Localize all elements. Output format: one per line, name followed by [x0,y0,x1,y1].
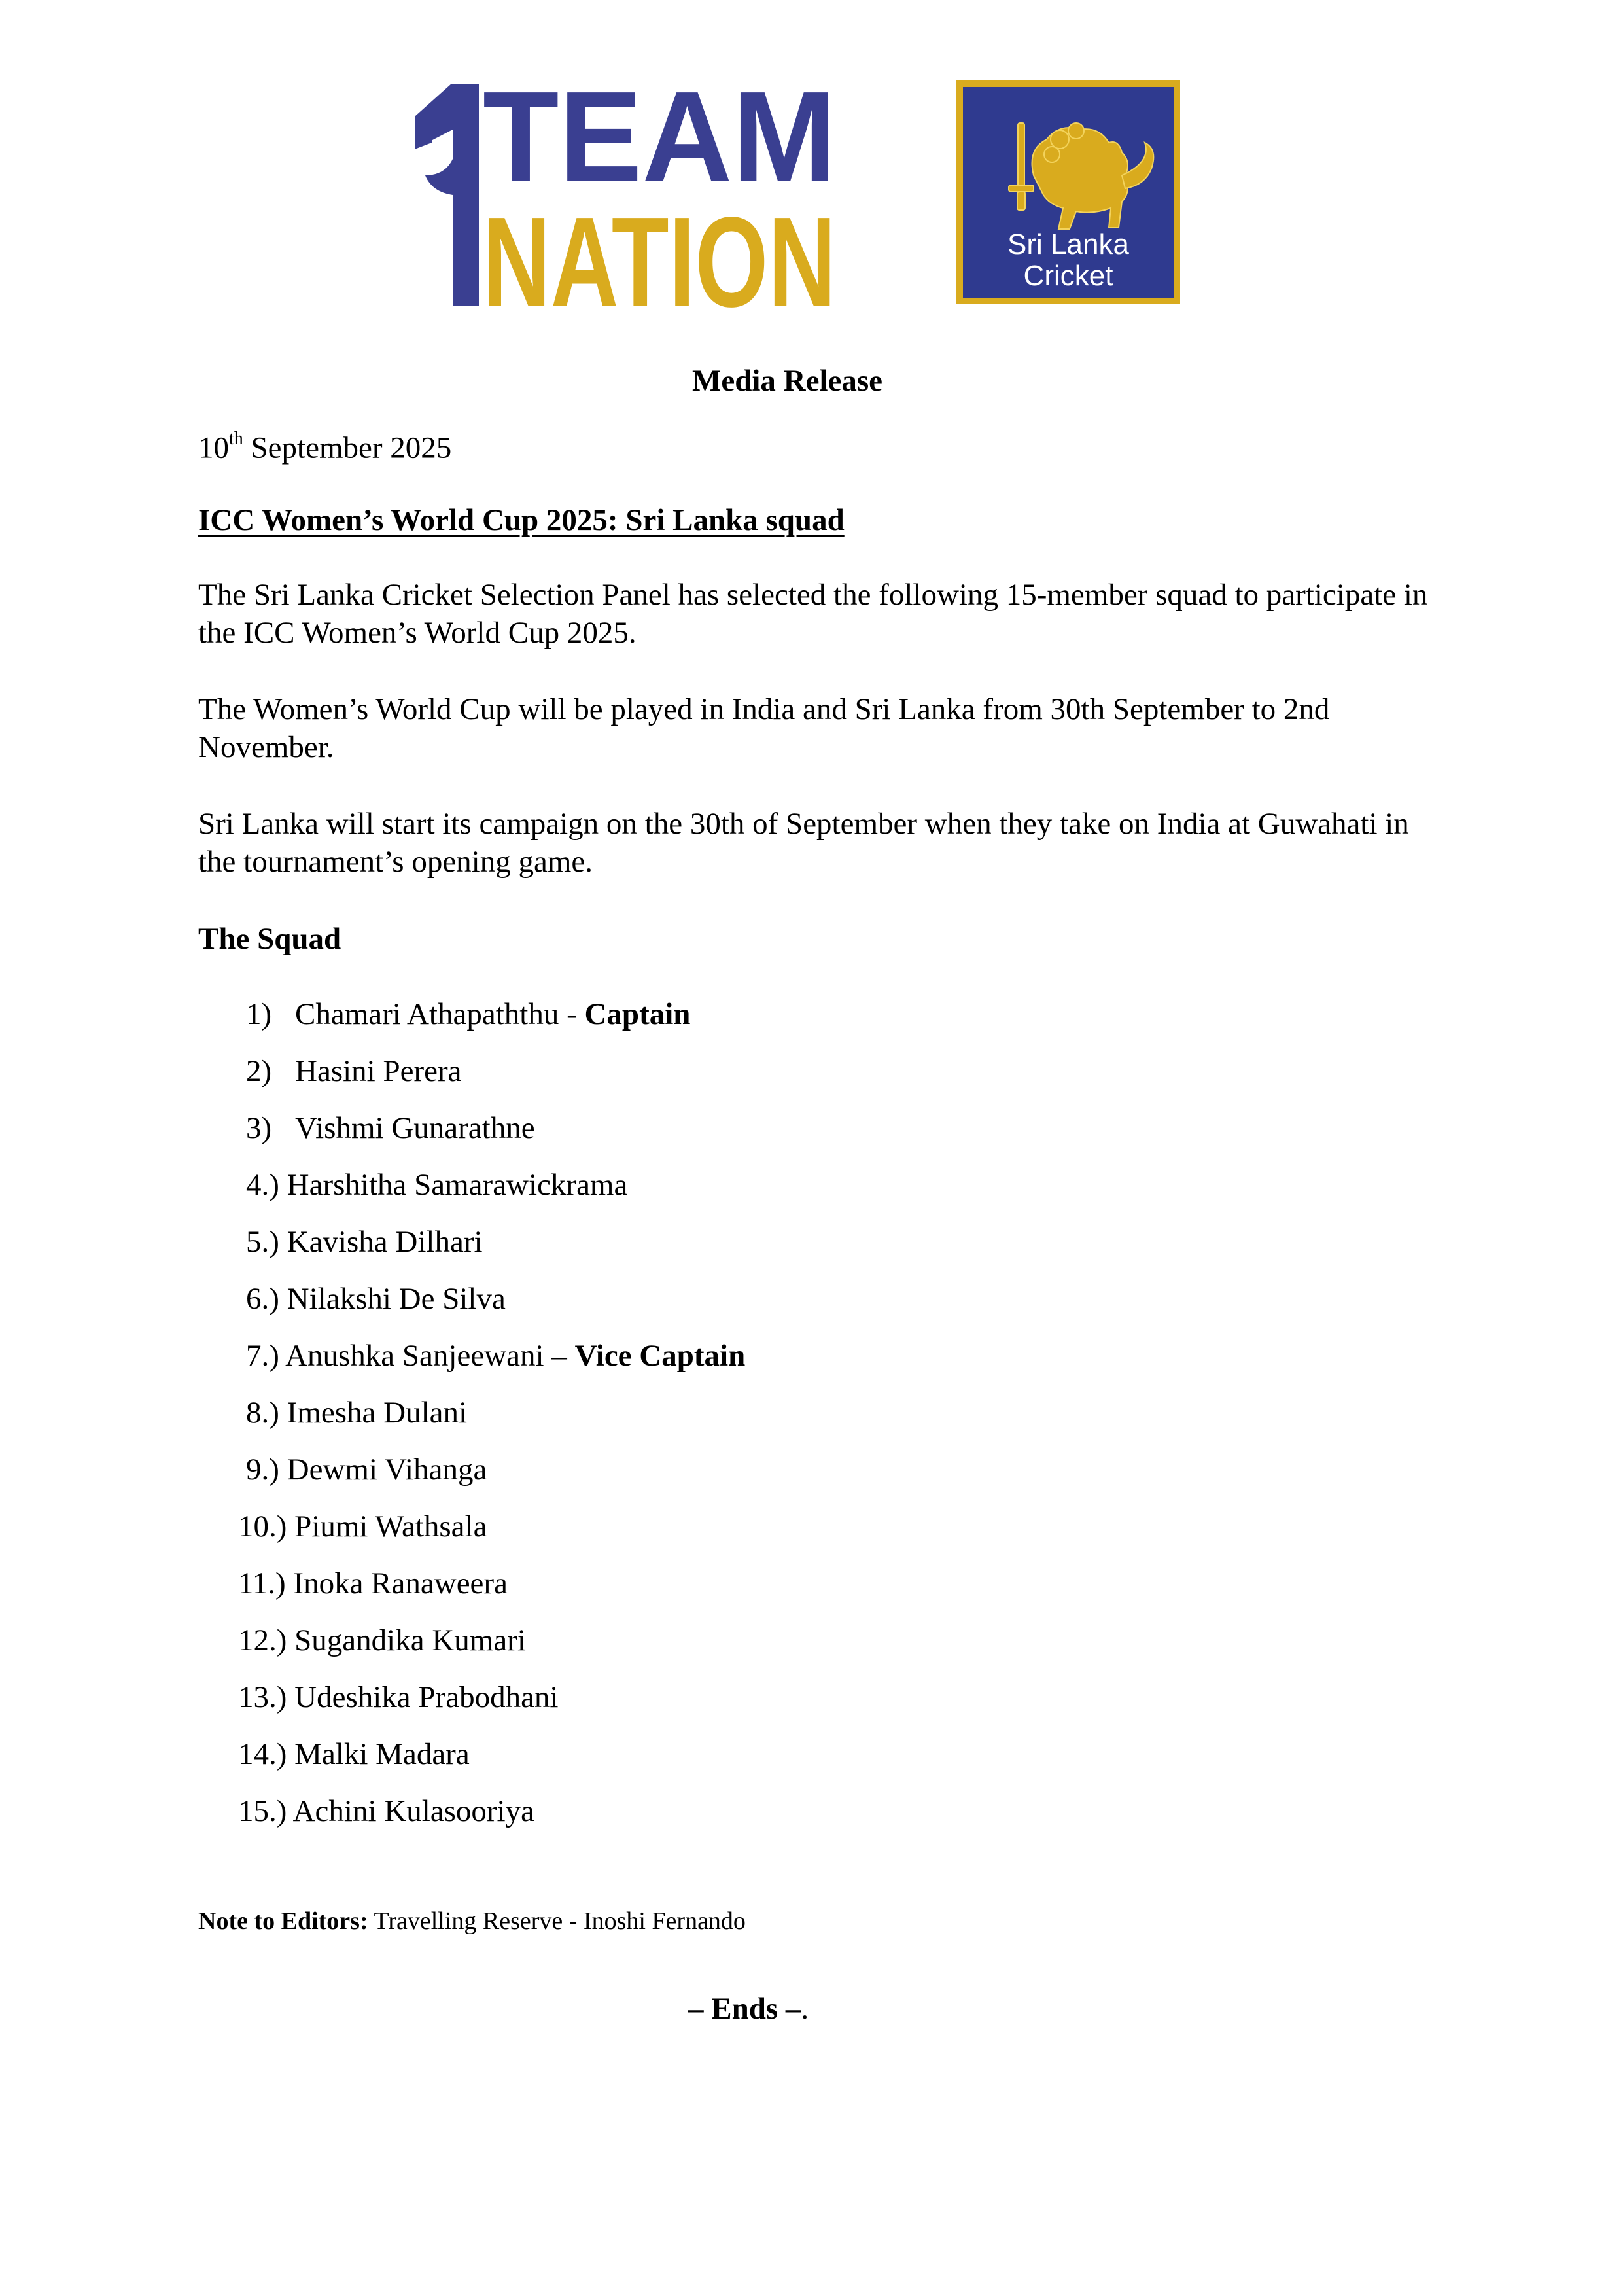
squad-title: The Squad [198,922,341,956]
sri-lanka-cricket-badge [956,80,1180,304]
release-date [198,422,451,468]
list-item-name: Inoka Ranaweera [293,1566,508,1600]
ends-period: . [801,1992,809,2026]
logo-nation-text: NATION [483,190,836,313]
note-label: Note to Editors: [198,1907,368,1935]
list-item [238,1621,526,1660]
list-item [238,1564,508,1603]
list-item-number: 14.) [238,1737,287,1771]
list-item-number: 6.) [246,1282,279,1316]
list-item [238,1507,487,1546]
paragraph-opening-game: Sri Lanka will start its campaign on the 30th of September when they take on India at Guwahati in the tournament’s opening game. [198,807,1409,879]
note-text: Travelling Reserve - Inoshi Fernando [368,1907,746,1935]
list-item-name: Kavisha Dilhari [287,1225,483,1259]
note-to-editors [198,1901,746,1941]
date-suffix: th [229,429,243,449]
list-item-number: 8.) [246,1396,279,1430]
list-item-name: Chamari Athapaththu - [295,997,585,1031]
list-item-number: 7.) [246,1339,279,1373]
list-item-number: 9.) [246,1453,279,1487]
list-item [246,1108,535,1148]
list-item-role: Vice Captain [574,1339,746,1373]
list-item-number: 15.) [238,1794,287,1828]
page-title: Media Release [692,364,883,398]
list-item [246,1450,487,1489]
list-item-name: Harshitha Samarawickrama [287,1168,628,1202]
list-item [238,1735,470,1774]
list-item-name: Piumi Wathsala [294,1510,487,1544]
list-item [246,1393,467,1432]
list-item [246,1279,506,1318]
badge-line-2: Cricket [1023,260,1113,292]
list-item-name: Vishmi Gunarathne [295,1111,535,1145]
date-day: 10 [198,431,229,465]
list-item-number: 4.) [246,1168,279,1202]
list-item-name: Nilakshi De Silva [287,1282,506,1316]
list-item-name: Anushka Sanjeewani – [285,1339,575,1373]
list-item-name: Dewmi Vihanga [287,1453,487,1487]
list-item-number: 2) [246,1054,272,1088]
logo-team-text: TEAM [483,77,836,208]
list-item-number: 11.) [238,1566,286,1600]
list-item-name: Malki Madara [294,1737,470,1771]
paragraph-selection: The Sri Lanka Cricket Selection Panel has selected the following 15-member squad to participate in the ICC Women’s World Cup 2025. [198,578,1428,650]
numeral-one-icon [415,84,479,306]
list-item [246,1222,483,1262]
list-item [238,1792,534,1831]
list-item-number: 13.) [238,1680,287,1714]
ends-marker [688,1989,809,2028]
list-item-name: Udeshika Prabodhani [294,1680,559,1714]
list-item-number: 3) [246,1111,272,1145]
date-rest: September 2025 [243,431,452,465]
paragraph-schedule: The Women’s World Cup will be played in India and Sri Lanka from 30th September to 2nd November. [198,692,1330,764]
list-item-number: 10.) [238,1510,287,1544]
list-item [246,995,690,1034]
list-item [246,1336,745,1375]
list-item-role: Captain [584,997,691,1031]
badge-line-1: Sri Lanka [1007,228,1129,260]
list-item-number: 12.) [238,1623,287,1657]
list-item-name: Imesha Dulani [287,1396,468,1430]
headline: ICC Women’s World Cup 2025: Sri Lanka squad [198,503,845,537]
list-item-number: 1) [246,997,272,1031]
list-item-name: Sugandika Kumari [294,1623,526,1657]
list-item-name: Hasini Perera [295,1054,462,1088]
team-nation-logo [406,77,1184,313]
list-item [238,1678,559,1717]
list-item [246,1165,627,1205]
list-item-name: Achini Kulasooriya [292,1794,534,1828]
list-item [246,1051,461,1091]
ends-text: – Ends – [688,1992,801,2026]
list-item-number: 5.) [246,1225,279,1259]
